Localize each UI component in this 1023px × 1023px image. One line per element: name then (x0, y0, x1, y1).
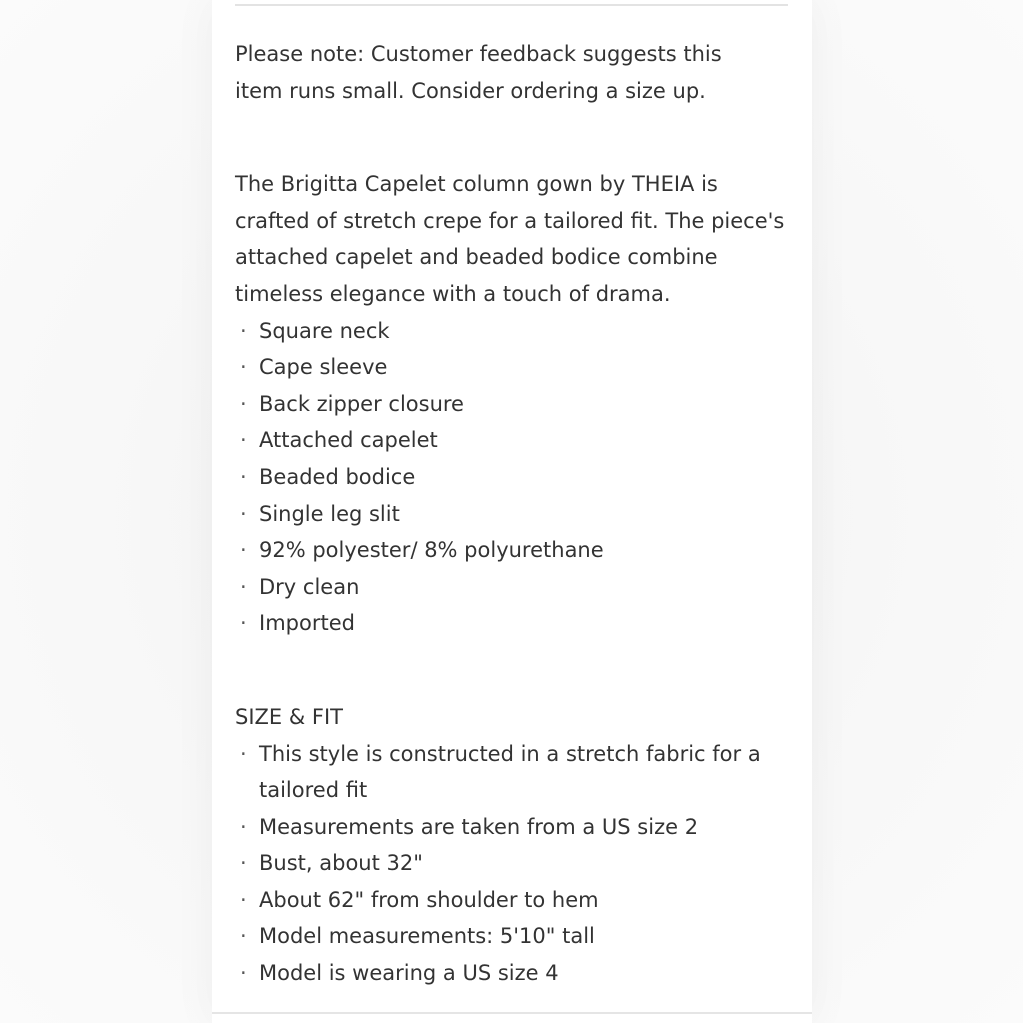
list-item: · About 62" from shoulder to hem (235, 882, 795, 919)
bullet-icon: · (240, 741, 247, 766)
description-paragraph: The Brigitta Capelet column gown by THEIA is crafted of stretch crepe for a tailored fit. The piece's attached capelet and beaded bodice combine timeless elegance with a touch of drama. (235, 172, 785, 306)
list-item: · Attached capelet (235, 422, 795, 459)
list-item: · 92% polyester/ 8% polyurethane (235, 532, 795, 569)
list-item: · Bust, about 32" (235, 845, 795, 882)
bullet-icon: · (240, 814, 247, 839)
list-item: · Dry clean (235, 569, 795, 606)
list-item: · Cape sleeve (235, 349, 795, 386)
size-fit-list (235, 736, 795, 992)
list-item: · Beaded bodice (235, 459, 795, 496)
bottom-divider (212, 1012, 812, 1014)
bullet-icon: · (240, 574, 247, 599)
bullet-icon: · (240, 501, 247, 526)
feature-list (235, 313, 795, 642)
list-item: · Measurements are taken from a US size 2 (235, 809, 795, 846)
bullet-icon: · (240, 355, 247, 380)
list-item: · Model measurements: 5'10" tall (235, 918, 795, 955)
list-item: · Model is wearing a US size 4 (235, 955, 795, 992)
bullet-icon: · (240, 887, 247, 912)
bullet-icon: · (240, 851, 247, 876)
list-item: · Imported (235, 605, 795, 642)
list-item: · Back zipper closure (235, 386, 795, 423)
bullet-icon: · (240, 924, 247, 949)
bullet-icon: · (240, 318, 247, 343)
list-item: · Single leg slit (235, 496, 795, 533)
bullet-icon: · (240, 538, 247, 563)
bullet-icon: · (240, 428, 247, 453)
product-description (235, 36, 795, 992)
sizing-note: Please note: Customer feedback suggests this item runs small. Consider ordering a size up. (235, 42, 722, 103)
top-divider (235, 4, 788, 6)
bullet-icon: · (240, 464, 247, 489)
list-item: · Square neck (235, 313, 795, 350)
bullet-icon: · (240, 391, 247, 416)
product-details-panel (212, 0, 812, 1023)
bullet-icon: · (240, 961, 247, 986)
bullet-icon: · (240, 611, 247, 636)
size-fit-heading: SIZE & FIT (235, 704, 344, 729)
list-item: · This style is constructed in a stretch fabric for a tailored fit (235, 736, 779, 809)
